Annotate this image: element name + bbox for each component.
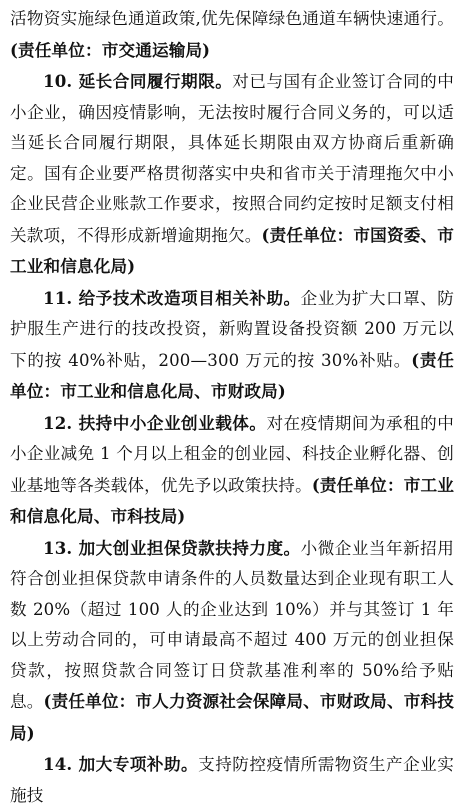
paragraph-heading: 13. 加大创业担保贷款扶持力度。 [43, 537, 301, 558]
paragraph-14 [10, 749, 454, 811]
paragraph-body: 活物资实施绿色通道政策,优先保障绿色通道车辆快速通行。 [10, 9, 454, 28]
responsible-units: (责任单位：市交通运输局) [10, 39, 211, 60]
paragraph-heading: 12. 扶持中小企业创业载体。 [43, 412, 267, 433]
paragraph-heading: 11. 给予技术改造项目相关补助。 [43, 287, 301, 308]
paragraph-heading: 14. 加大专项补助。 [43, 754, 199, 774]
responsible-units: (责任单位：市人力资源社会保障局、市财政局、市科技局) [10, 691, 454, 743]
paragraph-continued [10, 4, 454, 66]
paragraph-body: 小微企业当年新招用符合创业担保贷款申请条件的人员数量达到企业现有职工人数 20%（超过 100 人的企业达到 10%）并与其签订 1 年以上劳动合同的，可申请最高不超过 400 万元的创业担保贷款，按照贷款合同签订日贷款基准利率的 50%给予贴息。 [10, 538, 454, 711]
responsible-units: (责任单位：市工业和信息化局、市科技局) [10, 474, 454, 526]
responsible-units: (责任单位：市国资委、市工业和信息化局) [10, 224, 455, 276]
paragraph-11 [10, 283, 454, 408]
paragraph-13 [10, 533, 454, 750]
paragraph-body: 支持防控疫情所需物资生产企业实施技 [10, 755, 454, 805]
paragraph-heading: 10. 延长合同履行期限。 [43, 71, 233, 91]
paragraph-12 [10, 408, 454, 533]
paragraph-body: 企业为扩大口罩、防护服生产进行的技改投资，新购置设备投资额 200 万元以下的按 40%补贴，200—300 万元的按 30%补贴。 [10, 288, 454, 370]
paragraph-body: 对在疫情期间为承租的中小企业减免 1 个月以上租金的创业园、科技企业孵化器、创业基地等各类载体，优先予以政策扶持。 [10, 413, 454, 495]
responsible-units: (责任单位：市工业和信息化局、市财政局) [10, 349, 454, 401]
paragraph-10 [10, 66, 454, 283]
paragraph-body: 对已与国有企业签订合同的中小企业，确因疫情影响，无法按时履行合同义务的，可以适当延长合同履行期限，具体延长期限由双方协商后重新确定。国有企业要严格贯彻落实中央和省市关于清理拖欠中小企业民营企业账款工作要求，按照合同约定按时足额支付相关款项，不得形成新增逾期拖欠。 [10, 72, 454, 245]
